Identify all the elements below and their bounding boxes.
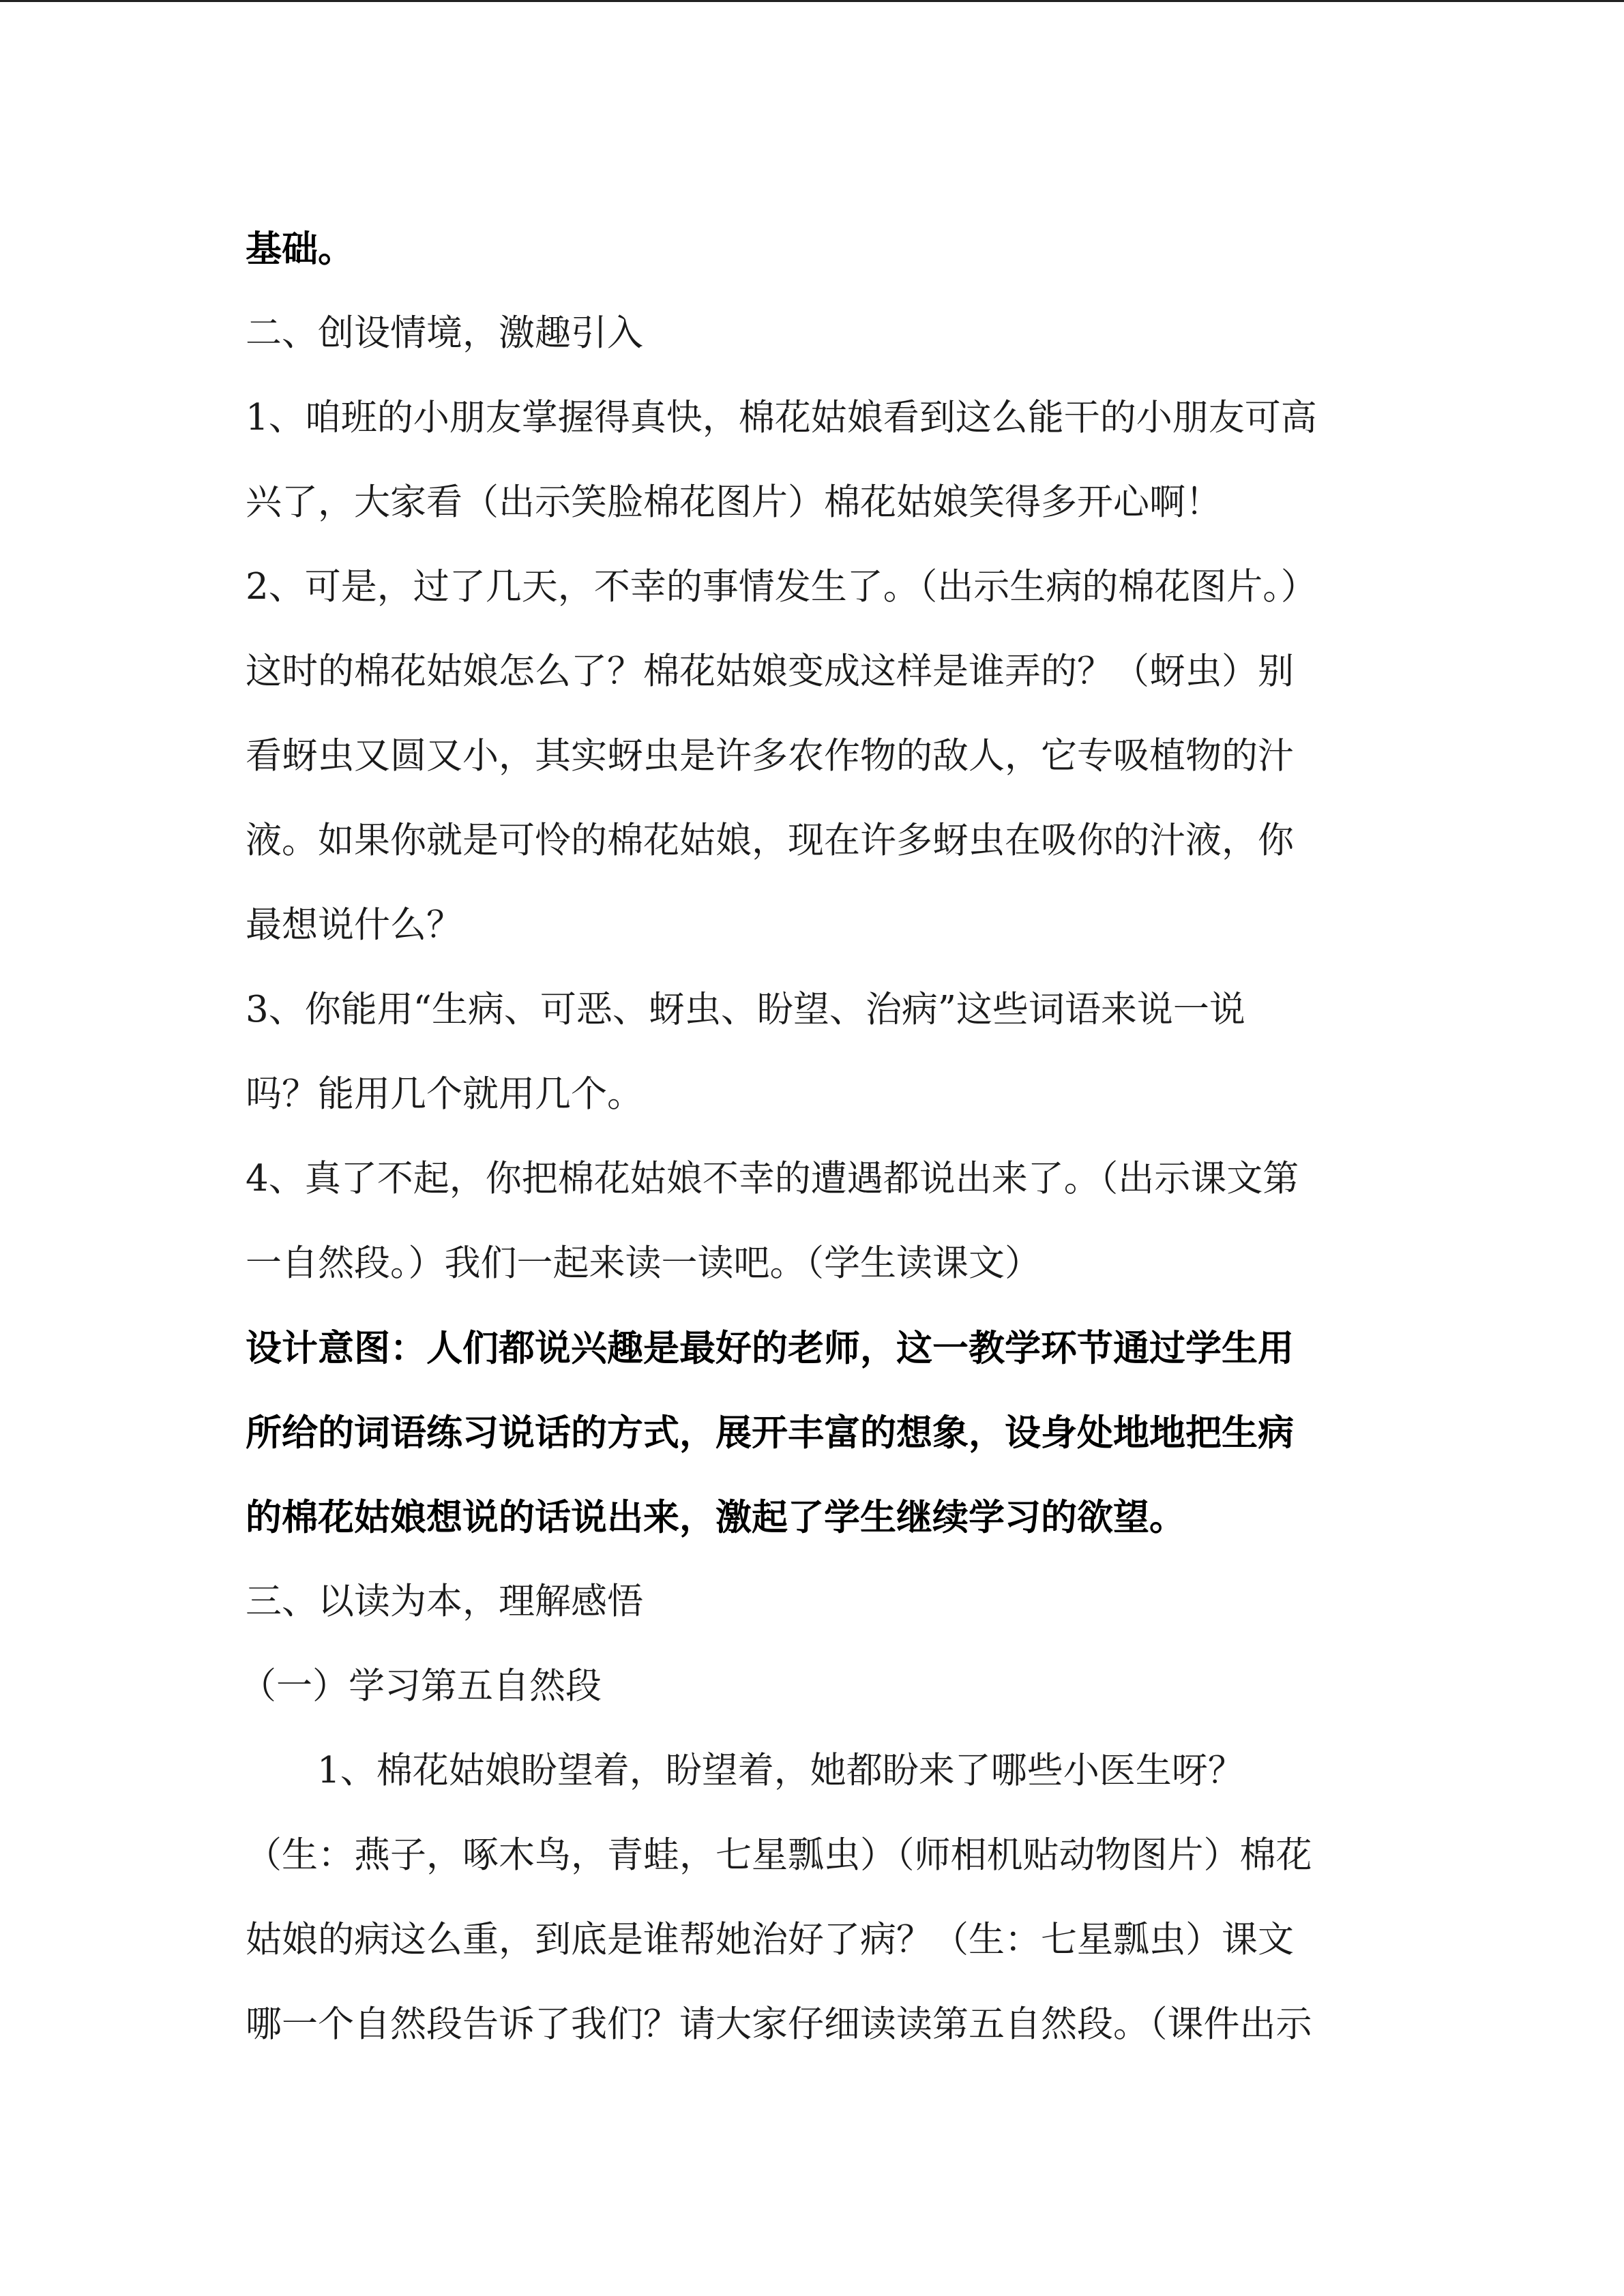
paragraph-line: 最想说什么？ [246, 904, 462, 946]
paragraph-line: 兴了，大家看（出示笑脸棉花图片）棉花姑娘笑得多开心啊！ [246, 481, 1222, 523]
section-heading-3: 三、以读为本，理解感悟 [246, 1581, 643, 1622]
paragraph-line: 哪一个自然段告诉了我们？请大家仔细读读第五自然段。（课件出示 [246, 2003, 1312, 2045]
paragraph-line: 姑娘的病这么重，到底是谁帮她治好了病？（生：七星瓢虫）课文 [246, 1919, 1294, 1960]
paragraph-conclusion-line: 基础。 [246, 228, 354, 270]
paragraph-line: 看蚜虫又圆又小，其实蚜虫是许多农作物的敌人，它专吸植物的汁 [246, 735, 1294, 777]
paragraph-line: （生：燕子，啄木鸟，青蛙，七星瓢虫）（师相机贴动物图片）棉花 [246, 1834, 1312, 1876]
subsection-heading: （一）学习第五自然段 [240, 1665, 602, 1707]
paragraph-line: 吗？能用几个就用几个。 [246, 1073, 643, 1115]
paragraph-line: 4、真了不起，你把棉花姑娘不幸的遭遇都说出来了。（出示课文第 [246, 1158, 1299, 1199]
design-intent-line: 所给的词语练习说话的方式，展开丰富的想象，设身处地地把生病 [246, 1412, 1294, 1454]
paragraph-line: 一自然段。）我们一起来读一读吧。（学生读课文） [246, 1242, 1041, 1284]
design-intent-line: 的棉花姑娘想说的话说出来，激起了学生继续学习的欲望。 [246, 1496, 1185, 1538]
paragraph-line: 3、你能用“生病、可恶、蚜虫、盼望、治病”这些词语来说一说 [246, 989, 1245, 1030]
paragraph-line: 这时的棉花姑娘怎么了？棉花姑娘变成这样是谁弄的？（蚜虫）别 [246, 651, 1294, 692]
design-intent-line: 设计意图：人们都说兴趣是最好的老师，这一教学环节通过学生用 [246, 1327, 1294, 1369]
paragraph-line: 1、棉花姑娘盼望着，盼望着，她都盼来了哪些小医生呀？ [317, 1750, 1244, 1791]
paragraph-line: 液。如果你就是可怜的棉花姑娘，现在许多蚜虫在吸你的汁液，你 [246, 820, 1294, 861]
paragraph-line: 2、可是，过了几天，不幸的事情发生了。（出示生病的棉花图片。） [246, 566, 1317, 608]
document-body [240, 207, 1378, 2067]
paragraph-line: 1、咱班的小朋友掌握得真快，棉花姑娘看到这么能干的小朋友可高 [246, 397, 1317, 438]
section-heading-2: 二、创设情境，激趣引入 [246, 312, 643, 354]
